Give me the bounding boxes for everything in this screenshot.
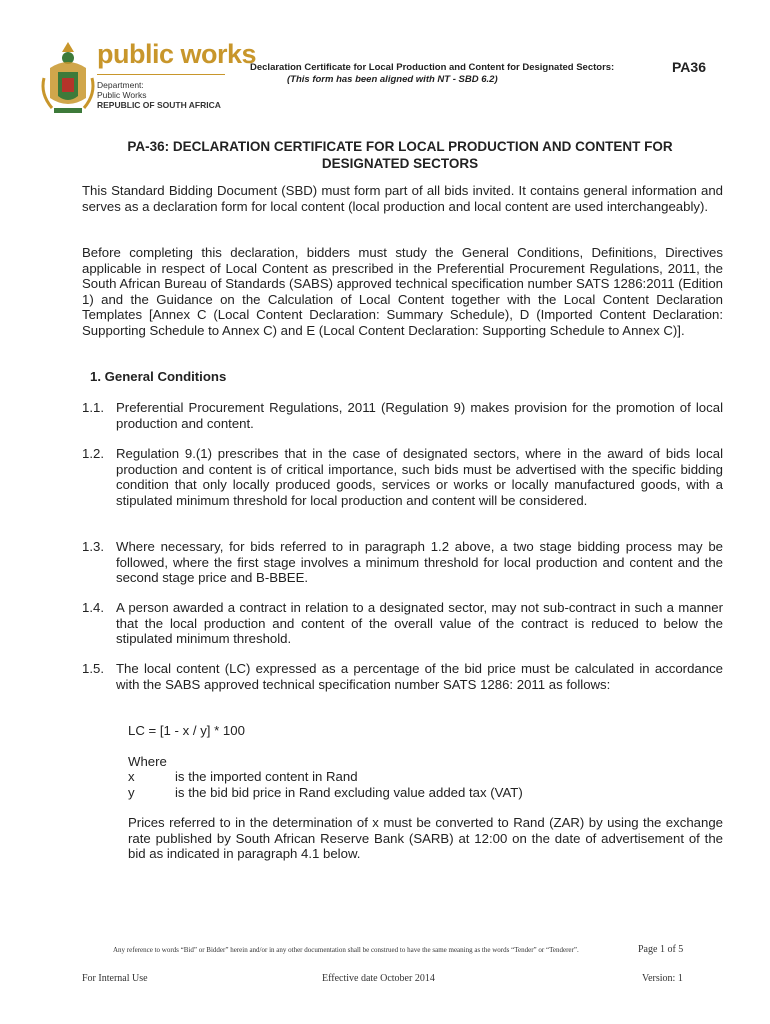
before-paragraph: Before completing this declaration, bidders must study the General Conditions, Definitions, Directives applicable in respect of Local Content as prescribed in the Preferential Procurement Regulations, 2011, the South African Bureau of Standards (SABS) approved technical specification number SATS 1286:2011 (Edition 1) and the Guidance on the Calculation of Local Content together with the Local Content Declaration Templates [Annex C (Local Content Declaration: Summary Schedule), D (Imported Content Declaration: Supporting Schedule to Annex C) and E (Local Content Declaration: Supporting Schedule to Annex C)]. [82, 245, 723, 338]
prices-paragraph: Prices referred to in the determination of x must be converted to Rand (ZAR) by using the exchange rate published by South African Reserve Bank (SARB) at 12:00 on the date of advertisement of the bid as indicated in paragraph 4.1 below. [128, 815, 723, 862]
header-title: Declaration Certificate for Local Production and Content for Designated Sectors: [250, 62, 615, 73]
document-title: PA-36: DECLARATION CERTIFICATE FOR LOCAL PRODUCTION AND CONTENT FOR DESIGNATED SECTORS [127, 139, 673, 171]
formula: LC = [1 - x / y] * 100 [128, 723, 245, 738]
clause-1-5: 1.5. The local content (LC) expressed as a percentage of the bid price must be calculated in accordance with the SABS approved technical specification number SATS 1286: 2011 as follows: [82, 661, 723, 692]
intro-paragraph: This Standard Bidding Document (SBD) must form part of all bids invited. It contains general information and serves as a declaration form for local content (local production and local content are used interchangeably). [82, 183, 723, 214]
footnote: Any reference to words “Bid” or Bidder” herein and/or in any other documentation shall be construed to have the same meaning as the words “Tender” or “Tenderer”. [113, 946, 579, 954]
clause-1-3: 1.3. Where necessary, for bids referred to in paragraph 1.2 above, a two stage bidding process may be followed, where the first stage involves a minimum threshold for local production and content and the second stage price and B-BBEE. [82, 539, 723, 586]
department-label: Department: Public Works REPUBLIC OF SOUTH AFRICA [97, 80, 221, 110]
footer-effective-date: Effective date October 2014 [322, 973, 435, 984]
header-subtitle: (This form has been aligned with NT - SBD 6.2) [287, 74, 498, 85]
form-code: PA36 [672, 59, 706, 75]
page-number: Page 1 of 5 [638, 944, 684, 955]
footer-version: Version: 1 [642, 973, 683, 984]
brand-wordmark: public works [97, 39, 257, 69]
clause-1-1: 1.1. Preferential Procurement Regulations, 2011 (Regulation 9) makes provision for the promotion of local production and content. [82, 400, 723, 431]
footer-internal-use: For Internal Use [82, 973, 148, 984]
clause-1-4: 1.4. A person awarded a contract in relation to a designated sector, may not sub-contract in such a manner that the local production and content of the overall value of the contract is reduced to below the stipulated minimum threshold. [82, 600, 723, 647]
coat-of-arms-logo [38, 38, 98, 118]
section-heading-general-conditions: 1. General Conditions [90, 369, 227, 384]
where-label: Where [128, 754, 167, 769]
clause-1-2: 1.2. Regulation 9.(1) prescribes that in the case of designated sectors, where in the award of bids local production and content is of critical importance, such bids must be advertised with the specific bidding condition that only locally produced goods, services or works or locally manufactured goods, with a stipulated minimum threshold for local production and content will be considered. [82, 446, 723, 508]
brand-divider [97, 74, 225, 75]
